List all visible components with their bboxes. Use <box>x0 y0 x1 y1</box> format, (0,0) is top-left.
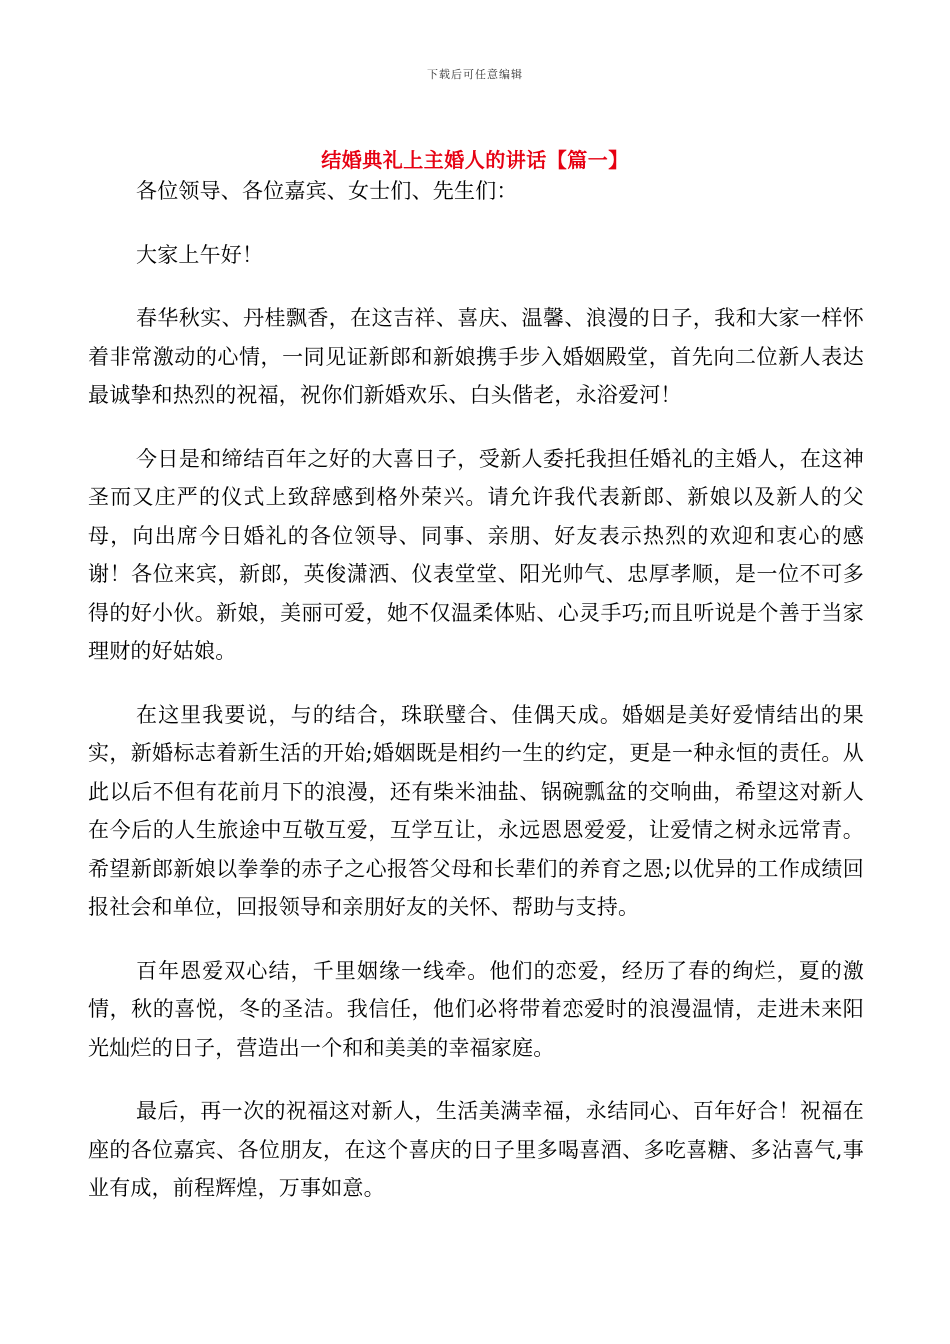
paragraph-introduction: 今日是和缔结百年之好的大喜日子，受新人委托我担任婚礼的主婚人，在这神圣而又庄严的仪式上致辞感到格外荣兴。请允许我代表新郎、新娘以及新人的父母，向出席今日婚礼的各位领导、同事、亲朋、好友表示热烈的欢迎和衷心的感谢！各位来宾，新郎，英俊潇洒、仪表堂堂、阳光帅气、忠厚孝顺，是一位不可多得的好小伙。新娘，美丽可爱，她不仅温柔体贴、心灵手巧;而且听说是个善于当家理财的好姑娘。 <box>88 446 864 663</box>
paragraph-greeting: 大家上午好！ <box>136 242 264 267</box>
page-header-note: 下载后可任意编辑 <box>427 68 523 81</box>
paragraph-opening: 春华秋实、丹桂飘香，在这吉祥、喜庆、温馨、浪漫的日子，我和大家一样怀着非常激动的心情，一同见证新郎和新娘携手步入婚姻殿堂，首先向二位新人表达最诚挚和热烈的祝福，祝你们新婚欢乐、白头偕老，永浴爱河！ <box>88 306 864 407</box>
paragraph-closing: 最后，再一次的祝福这对新人，生活美满幸福，永结同心、百年好合！祝福在座的各位嘉宾、各位朋友，在这个喜庆的日子里多喝喜酒、多吃喜糖、多沾喜气,事业有成，前程辉煌，万事如意。 <box>88 1099 864 1200</box>
paragraph-salutation: 各位领导、各位嘉宾、女士们、先生们： <box>136 179 518 203</box>
document-body <box>88 172 864 1233</box>
paragraph-marriage-meaning: 在这里我要说，与的结合，珠联璧合、佳偶天成。婚姻是美好爱情结出的果实，新婚标志着新生活的开始;婚姻既是相约一生的约定，更是一种永恒的责任。从此以后不但有花前月下的浪漫，还有柴米油盐、锅碗瓢盆的交响曲，希望这对新人在今后的人生旅途中互敬互爱，互学互让，永远恩恩爱爱，让爱情之树永远常青。希望新郎新娘以拳拳的赤子之心报答父母和长辈们的养育之恩;以优异的工作成绩回报社会和单位，回报领导和亲朋好友的关怀、帮助与支持。 <box>88 702 864 919</box>
paragraph-love-story: 百年恩爱双心结，千里姻缘一线牵。他们的恋爱，经历了春的绚烂，夏的激情，秋的喜悦，冬的圣洁。我信任，他们必将带着恋爱时的浪漫温情，走进未来阳光灿烂的日子，营造出一个和和美美的幸福家庭。 <box>88 958 864 1060</box>
document-title: 结婚典礼上主婚人的讲话【篇一】 <box>321 148 629 172</box>
